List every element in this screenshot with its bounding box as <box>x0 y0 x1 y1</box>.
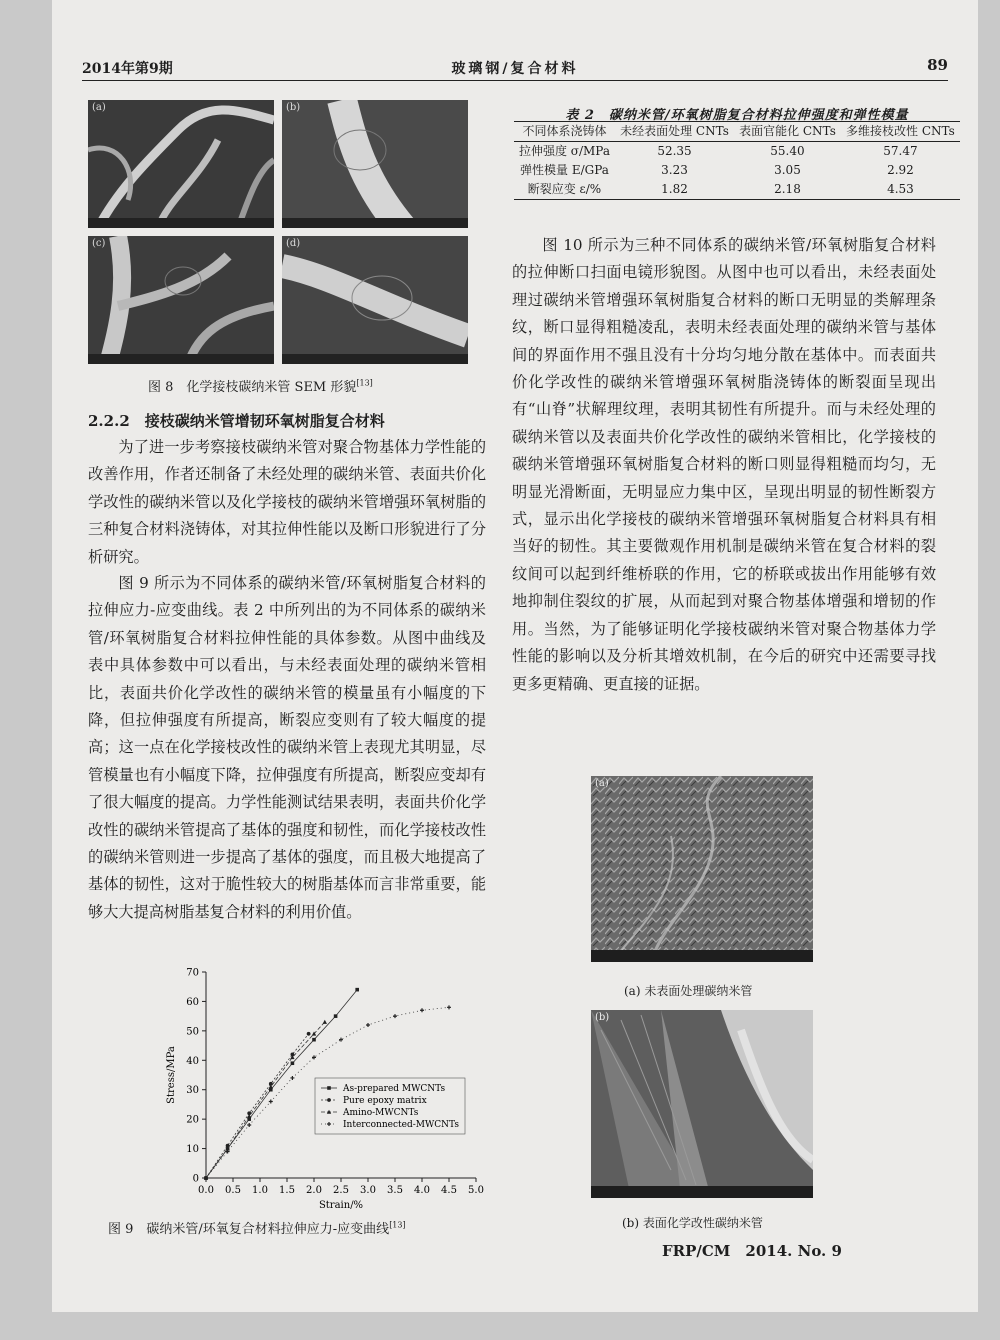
data-point <box>327 1122 331 1126</box>
page-number: 89 <box>927 56 948 74</box>
table-cell: 4.53 <box>887 182 914 196</box>
x-axis-label: Strain/% <box>318 1200 364 1210</box>
sem-panel-b <box>282 100 468 228</box>
y-tick-label: 50 <box>186 1026 199 1038</box>
series-line <box>204 1020 327 1180</box>
x-tick-label: 4.5 <box>441 1185 457 1196</box>
y-tick-label: 60 <box>186 996 199 1008</box>
table-cell: 3.05 <box>774 163 801 177</box>
journal-title: 玻璃钢/复合材料 <box>451 61 579 77</box>
table-cell: 拉伸强度 σ/MPa <box>518 144 610 158</box>
data-point <box>290 1076 294 1080</box>
table-row <box>514 161 960 180</box>
y-tick-label: 30 <box>186 1085 199 1097</box>
table-cell: 2.92 <box>887 163 914 177</box>
x-tick-label: 3.5 <box>387 1185 403 1196</box>
journal-page <box>52 0 978 1312</box>
panel-label-d: (d) <box>286 238 301 249</box>
table-cell: 52.35 <box>657 144 692 158</box>
legend-entry: Amino-MWCNTs <box>343 1108 419 1118</box>
left-paragraph-2: 图 9 所示为不同体系的碳纳米管/环氧树脂复合材料的拉伸应力-应变曲线。表 2 中所列出的为不同体系的碳纳米管/环氧树脂复合材料拉伸性能的具体参数。从图中曲线及表中具体参数中可以看出，与未经表面处理的碳纳米管相比，表面共价化学改性的碳纳米管的模量虽有小幅度的下降，但拉伸强度有所提高，断裂应变则有了较大幅度的提高；这一点在化学接枝改性的碳纳米管上表现尤其明显，尽管模量也有小幅度下降，拉伸强度有所提高，断裂应变却有了很大幅度的提高。力学性能测试结果表明，表面共价化学改性的碳纳米管提高了基体的强度和韧性，而化学接枝改性的碳纳米管则进一步提高了基体的强度，而且极大地提高了基体的韧性，这对于脆性较大的树脂基体而言非常重要，能够大大提高树脂基复合材料的利用价值。 <box>88 574 486 921</box>
data-point <box>247 1114 251 1118</box>
data-point <box>247 1123 251 1127</box>
y-tick-label: 70 <box>186 967 199 979</box>
x-tick-label: 4.0 <box>414 1185 430 1196</box>
data-point <box>355 988 359 992</box>
table-cell: 弹性模量 E/GPa <box>520 163 609 177</box>
section-heading: 2.2.2 接枝碳纳米管增韧环氧树脂复合材料 <box>88 412 385 430</box>
table-row <box>514 180 960 200</box>
y-tick-label: 20 <box>186 1114 199 1126</box>
x-tick-label: 5.0 <box>468 1185 484 1196</box>
series-line <box>204 1032 310 1180</box>
y-tick-label: 10 <box>186 1144 199 1156</box>
table-cell: 55.40 <box>770 144 805 158</box>
data-point <box>307 1032 311 1036</box>
table-header-cell: 不同体系浇铸体 <box>522 124 607 138</box>
left-paragraph-1: 为了进一步考察接枝碳纳米管对聚合物基体力学性能的改善作用，作者还制备了未经处理的碳纳米管、表面共价化学改性的碳纳米管以及化学接枝的碳纳米管增强环氧树脂的三种复合材料浇铸体，对其拉伸性能以及断口形貌进行了分析研究。 <box>88 438 486 566</box>
legend-entry: Interconnected-MWCNTs <box>343 1120 459 1130</box>
sem-panel-10a <box>591 776 813 962</box>
figure-9-caption: 图 9 碳纳米管/环氧复合材料拉伸应力-应变曲线[13] <box>108 1220 406 1237</box>
data-point <box>327 1098 331 1102</box>
x-tick-label: 2.0 <box>306 1185 322 1196</box>
data-point <box>323 1020 327 1024</box>
y-tick-label: 40 <box>186 1055 199 1067</box>
table-cell: 1.82 <box>661 182 688 196</box>
x-tick-label: 1.5 <box>279 1185 295 1196</box>
table-header-cell: 多维接枝改性 CNTs <box>846 124 955 138</box>
figure-8 <box>88 100 468 364</box>
data-point <box>327 1086 331 1090</box>
sem-panel-d <box>282 236 468 364</box>
issue-label: 2014年第9期 <box>82 61 173 77</box>
table-cell: 2.18 <box>774 182 801 196</box>
figure-9-chart <box>106 960 506 1210</box>
data-point <box>269 1099 273 1103</box>
table-cell: 57.47 <box>883 144 918 158</box>
legend-entry: Pure epoxy matrix <box>343 1096 427 1106</box>
table-2 <box>514 121 960 200</box>
table-cell: 断裂应变 ε/% <box>527 182 602 196</box>
data-point <box>291 1061 295 1065</box>
panel-label-10a: (a) <box>595 778 609 789</box>
figure-10b-caption: (b) 表面化学改性碳纳米管 <box>622 1216 763 1230</box>
header-rule <box>82 80 948 81</box>
running-header <box>82 56 948 80</box>
y-axis-label: Stress/MPa <box>166 1046 177 1104</box>
x-tick-label: 1.0 <box>252 1185 268 1196</box>
sem-panel-c <box>88 236 274 364</box>
table-header-cell: 未经表面处理 CNTs <box>620 124 729 138</box>
table-cell: 3.23 <box>661 163 688 177</box>
data-point <box>393 1014 397 1018</box>
data-point <box>366 1023 370 1027</box>
x-tick-label: 0.5 <box>225 1185 241 1196</box>
series-path <box>206 1022 325 1178</box>
data-point <box>334 1014 338 1018</box>
table-row <box>514 142 960 162</box>
table-header-cell: 表面官能化 CNTs <box>739 124 836 138</box>
panel-label-a: (a) <box>92 102 106 113</box>
panel-label-c: (c) <box>92 238 106 249</box>
panel-label-10b: (b) <box>595 1012 610 1023</box>
sem-panel-10b <box>591 1010 813 1198</box>
y-tick-label: 0 <box>192 1173 199 1185</box>
table-2-title: 表 2 碳纳米管/环氧树脂复合材料拉伸强度和弹性模量 <box>565 108 909 123</box>
legend-entry: As-prepared MWCNTs <box>343 1084 446 1094</box>
data-point <box>312 1038 316 1042</box>
data-point <box>447 1005 451 1009</box>
figure-10a-caption: (a) 未表面处理碳纳米管 <box>624 984 753 998</box>
figure-8-caption: 图 8 化学接枝碳纳米管 SEM 形貌[13] <box>148 378 373 395</box>
right-paragraph-1: 图 10 所示为三种不同体系的碳纳米管/环氧树脂复合材料的拉伸断口扫面电镜形貌图。从图中也可以看出，未经表面处理过碳纳米管增强环氧树脂复合材料的断口无明显的类解理条纹，断口显得粗糙凌乱，表明未经表面处理的碳纳米管与基体间的界面作用不强且没有十分均匀地分散在基体中。而表面共价化学改性的碳纳米管增强环氧树脂浇铸体的断裂面呈现出有“山脊”状解理纹理，表明其韧性有所提升。而与未经处理的碳纳米管以及表面共价化学改性的碳纳米管相比，化学接枝的碳纳米管增强环氧树脂复合材料的断口则显得粗糙而均匀，无明显光滑断面，无明显应力集中区，呈现出明显的韧性断裂方式，显示出化学接枝的碳纳米管增强环氧树脂复合材料具有相当好的韧性。其主要微观作用机制是碳纳米管在复合材料的裂纹间可以起到纤维桥联的作用，它的桥联或拔出作用能够有效地抑制住裂纹的扩展，从而起到对聚合物基体增强和增韧的作用。当然，为了能够证明化学接枝碳纳米管对聚合物基体力学性能的影响以及分析其增效机制，在今后的研究中还需要寻找更多更精确、更直接的证据。 <box>512 236 936 693</box>
data-point <box>420 1008 424 1012</box>
x-tick-label: 3.0 <box>360 1185 376 1196</box>
panel-label-b: (b) <box>286 102 301 113</box>
figure-8-ref: [13] <box>356 378 373 388</box>
page-footer: FRP/CM 2014. No. 9 <box>662 1242 842 1260</box>
x-tick-label: 2.5 <box>333 1185 349 1196</box>
sem-panel-a <box>88 100 274 228</box>
figure-9-ref: [13] <box>389 1220 406 1230</box>
x-tick-label: 0.0 <box>198 1185 214 1196</box>
